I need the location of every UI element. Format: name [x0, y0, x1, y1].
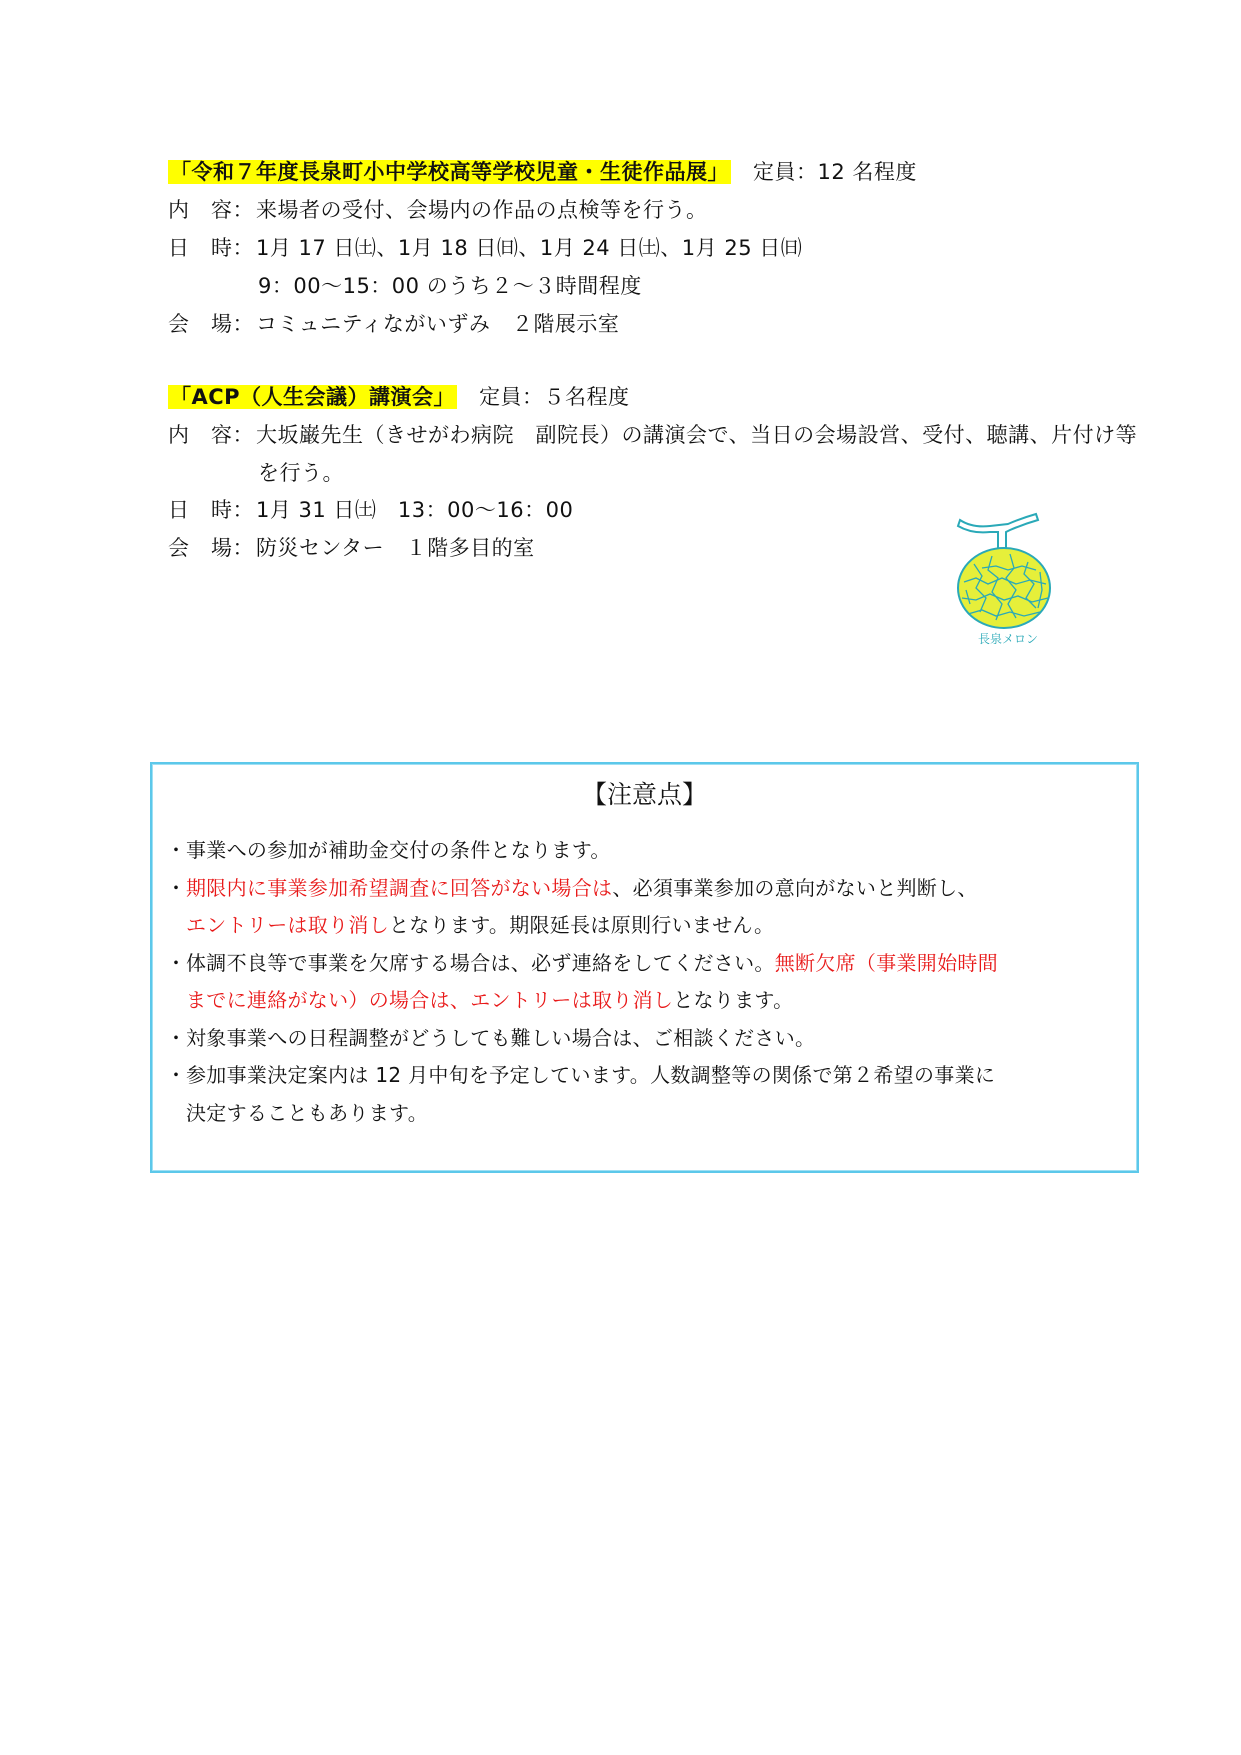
event-2-title: 「ACP（人生会議）講演会」	[170, 385, 456, 409]
content-label: 内 容：	[168, 198, 254, 222]
notice-text-warning: 無断欠席（事業開始時間	[774, 950, 999, 975]
bullet-icon: ・	[166, 1063, 187, 1087]
datetime-label: 日 時：	[168, 498, 254, 522]
content-label: 内 容：	[168, 423, 254, 447]
event-2-datetime: 1月 31 日㈯ 13：00〜16：00	[256, 498, 574, 522]
event-2-content-continued: を行う。	[258, 461, 344, 485]
notice-item	[166, 1057, 1127, 1132]
notice-text-warning: までに連絡がない）の場合は、エントリーは取り消し	[186, 988, 674, 1012]
event-2-content-cont	[168, 458, 344, 488]
bullet-icon: ・	[166, 875, 187, 900]
notice-item	[166, 1020, 1127, 1058]
notice-continuation	[186, 1095, 1127, 1133]
notice-item	[166, 945, 1127, 1020]
notice-continuation	[186, 982, 1127, 1020]
event-1-datetime-row	[168, 233, 802, 263]
notice-text: 対象事業への日程調整がどうしても難しい場合は、ご相談ください。	[186, 1025, 816, 1050]
event-1-title: 「令和７年度長泉町小中学校高等学校児童・生徒作品展」	[170, 160, 729, 184]
notice-text: となります。	[673, 988, 794, 1012]
event-2-datetime-row	[168, 495, 573, 525]
notice-title: 【注意点】	[581, 780, 707, 809]
notice-text: となります。期限延長は原則行いません。	[389, 913, 775, 937]
venue-label: 会 場：	[168, 536, 254, 560]
event-1-content: 来場者の受付、会場内の作品の点検等を行う。	[256, 198, 708, 222]
event-1-content-row	[168, 195, 708, 225]
bullet-icon: ・	[166, 838, 187, 862]
melon-icon	[952, 512, 1062, 647]
bullet-icon: ・	[166, 1025, 187, 1050]
notice-text: 、必須事業参加の意向がないと判断し、	[612, 875, 978, 900]
notice-text-warning: エントリーは取り消し	[186, 913, 389, 937]
venue-label: 会 場：	[168, 312, 254, 336]
melon-caption: 長泉メロン	[977, 632, 1039, 646]
event-1-datetime-cont	[168, 271, 642, 301]
event-1-time-range: 9：00〜15：00 のうち２〜３時間程度	[258, 274, 642, 298]
notice-box	[150, 762, 1139, 1173]
event-2-content: 大坂巌先生（きせがわ病院 副院長）の講演会で、当日の会場設営、受付、聴講、片付け等	[256, 423, 1138, 447]
notice-item	[166, 870, 1127, 945]
notice-text: 決定することもあります。	[186, 1100, 428, 1125]
event-1-header	[168, 157, 917, 187]
event-2-venue-row	[168, 533, 535, 563]
notice-item	[166, 832, 1127, 870]
notice-list	[166, 832, 1127, 1132]
notice-text: 体調不良等で事業を欠席する場合は、必ず連絡をしてください。	[186, 950, 775, 975]
notice-text: 参加事業決定案内は 12 月中旬を予定しています。人数調整等の関係で第２希望の事業に	[186, 1063, 996, 1087]
datetime-label: 日 時：	[168, 236, 254, 260]
event-2-header	[168, 382, 630, 412]
event-1-capacity: 定員：12 名程度	[753, 160, 917, 184]
notice-text-warning: 期限内に事業参加希望調査に回答がない場合は	[186, 875, 613, 900]
event-2-capacity: 定員：５名程度	[479, 385, 630, 409]
event-2-venue: 防災センター １階多目的室	[256, 536, 535, 560]
event-1-datetime: 1月 17 日㈯、1月 18 日㈰、1月 24 日㈯、1月 25 日㈰	[256, 236, 803, 260]
event-1-venue: コミュニティながいずみ ２階展示室	[256, 312, 620, 336]
event-1-venue-row	[168, 309, 619, 339]
bullet-icon: ・	[166, 950, 187, 975]
event-2-content-row	[168, 420, 1137, 450]
notice-continuation	[186, 907, 1127, 945]
melon-illustration	[952, 512, 1062, 647]
notice-text: 事業への参加が補助金交付の条件となります。	[186, 838, 611, 862]
